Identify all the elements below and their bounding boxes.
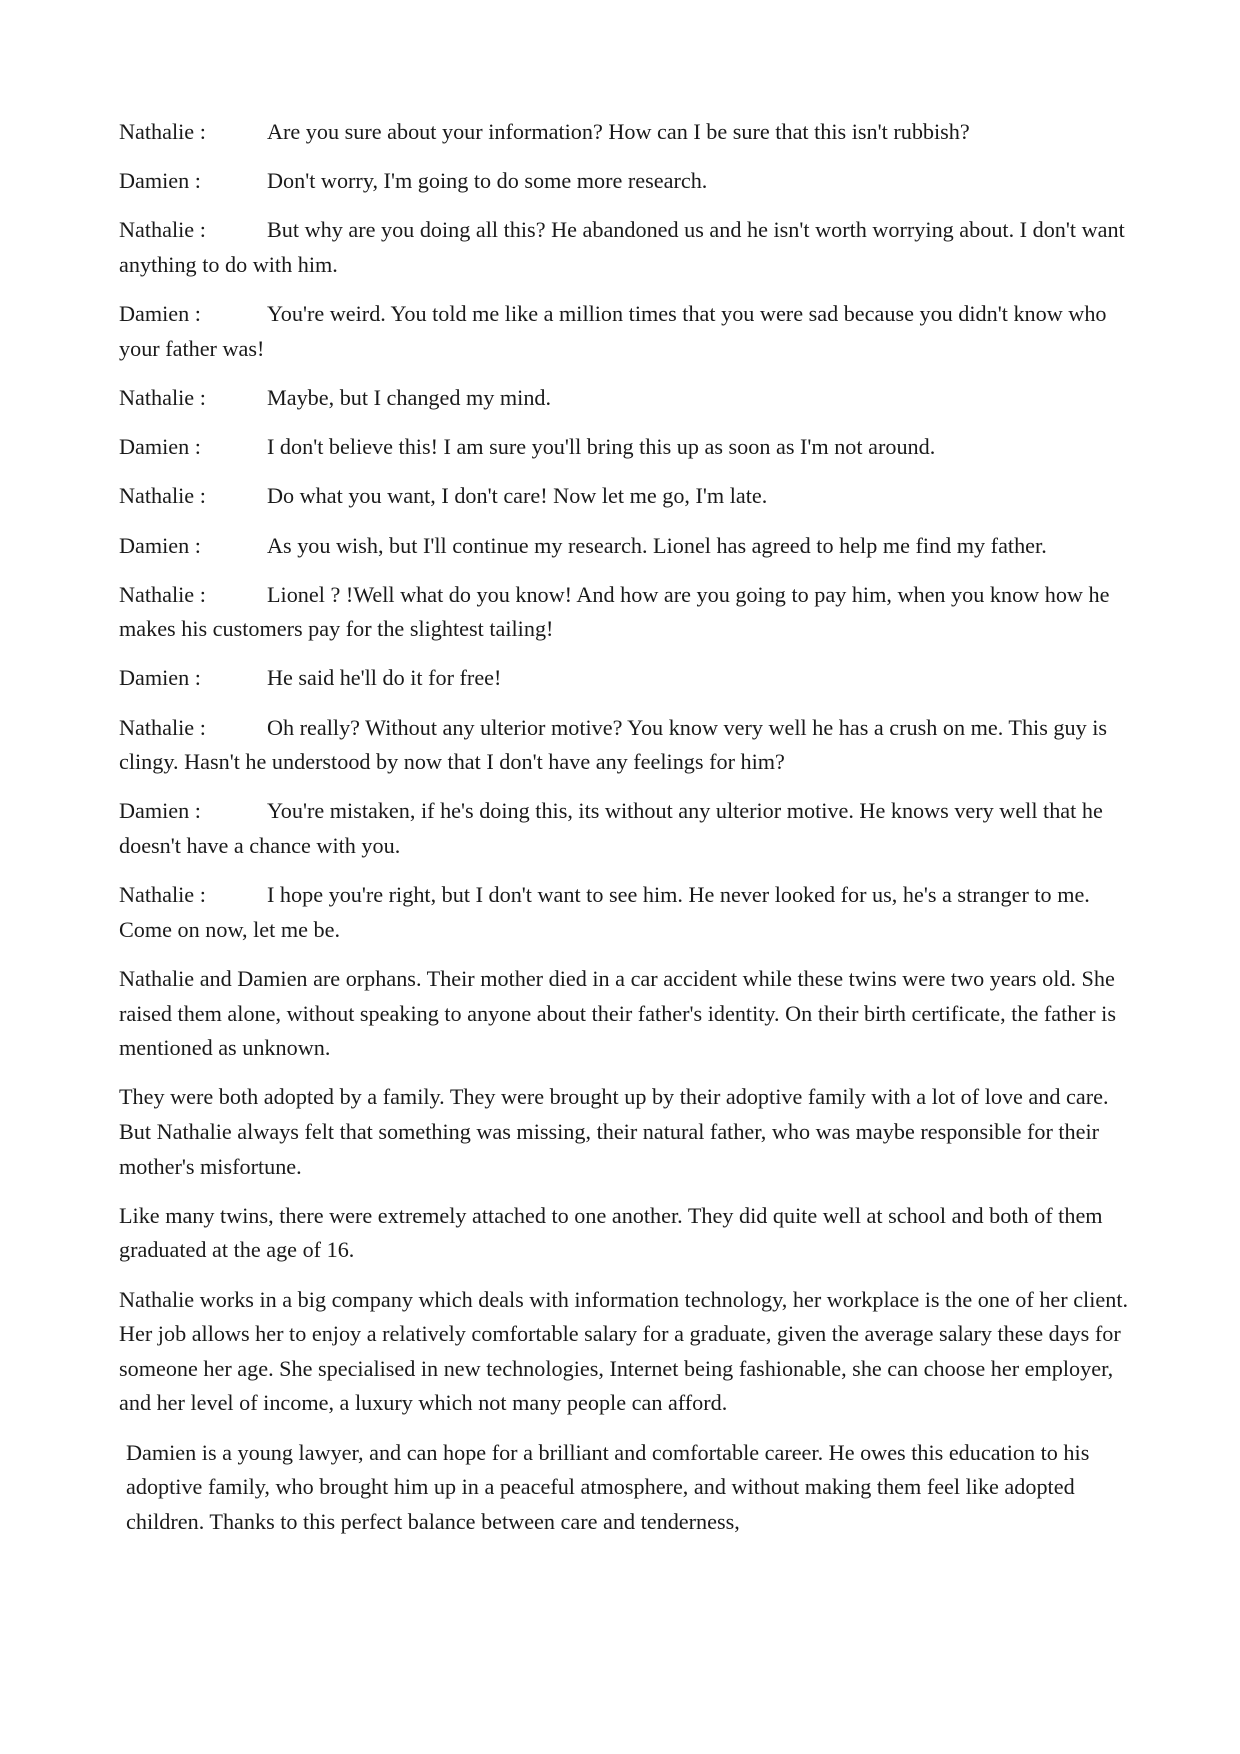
speaker-name: Nathalie :	[119, 119, 206, 144]
dialogue-line	[119, 578, 1131, 647]
dialogue-line	[119, 794, 1131, 863]
dialogue-text: Maybe, but I changed my mind.	[267, 384, 552, 410]
speaker-name: Damien :	[119, 168, 201, 194]
narrative-paragraph: They were both adopted by a family. They were brought up by their adoptive family with a lot of love and care. But Nathalie always felt that something was missing, their natural father, who was maybe responsible for their mother's misfortune.	[119, 1084, 1109, 1179]
speaker-name: Damien :	[119, 798, 201, 824]
dialogue-line	[119, 479, 1131, 514]
dialogue-line	[119, 878, 1131, 947]
dialogue-text: Lionel ? !Well what do you know! And how are you going to pay him, when you know how he makes his customers pay for the slightest tailing!	[119, 581, 1110, 642]
dialogue-line	[119, 297, 1131, 366]
dialogue-text: Do what you want, I don't care! Now let me go, I'm late.	[267, 483, 768, 509]
speaker-name: Damien :	[119, 532, 201, 558]
speaker-name: Nathalie :	[119, 714, 206, 740]
dialogue-text: I don't believe this! I am sure you'll bring this up as soon as I'm not around.	[267, 434, 936, 460]
dialogue-line	[119, 115, 1131, 150]
dialogue-text: I hope you're right, but I don't want to see him. He never looked for us, he's a stranger to me. Come on now, let me be.	[119, 882, 1090, 942]
document-page	[119, 115, 1131, 1554]
dialogue-line	[119, 430, 1131, 465]
narrative-paragraph: Nathalie and Damien are orphans. Their mother died in a car accident while these twins were two years old. She raised them alone, without speaking to anyone about their father's identity. On their birth certificate, the father is mentioned as unknown.	[119, 966, 1116, 1061]
dialogue-text: Don't worry, I'm going to do some more research.	[267, 168, 708, 194]
speaker-name: Nathalie :	[119, 483, 206, 509]
speaker-name: Damien :	[119, 434, 201, 460]
speaker-name: Nathalie :	[119, 581, 206, 607]
dialogue-text: You're mistaken, if he's doing this, its without any ulterior motive. He knows very well that he doesn't have a chance with you.	[119, 798, 1103, 859]
dialogue-text: You're weird. You told me like a million times that you were sad because you didn't know who your father was!	[119, 301, 1107, 361]
dialogue-text: Are you sure about your information? How can I be sure that this isn't rubbish?	[267, 119, 970, 144]
dialogue-line	[119, 164, 1131, 199]
dialogue-line	[119, 381, 1131, 416]
speaker-name: Nathalie :	[119, 384, 206, 410]
speaker-name: Nathalie :	[119, 217, 206, 243]
narrative-paragraph: Damien is a young lawyer, and can hope for a brilliant and comfortable career. He owes this education to his adoptive family, who brought him up in a peaceful atmosphere, and without making them feel like adopted children. Thanks to this perfect balance between care and tenderness,	[126, 1439, 1090, 1534]
dialogue-text: Oh really? Without any ulterior motive? You know very well he has a crush on me. This guy is clingy. Hasn't he understood by now that I don't have any feelings for him?	[119, 714, 1108, 775]
dialogue-line	[119, 711, 1131, 780]
dialogue-line	[119, 661, 1131, 696]
dialogue-line	[119, 529, 1131, 564]
narrative-paragraph: Like many twins, there were extremely attached to one another. They did quite well at school and both of them graduated at the age of 16.	[119, 1202, 1103, 1263]
dialogue-line	[119, 213, 1131, 282]
dialogue-text: As you wish, but I'll continue my research. Lionel has agreed to help me find my father.	[267, 532, 1047, 558]
dialogue-text: He said he'll do it for free!	[267, 665, 502, 691]
dialogue-text: But why are you doing all this? He abandoned us and he isn't worth worrying about. I don't want anything to do with him.	[119, 217, 1125, 277]
speaker-name: Damien :	[119, 301, 201, 327]
speaker-name: Damien :	[119, 665, 201, 691]
narrative-paragraph: Nathalie works in a big company which deals with information technology, her workplace is the one of her client. Her job allows her to enjoy a relatively comfortable salary for a graduate, given the average salary these days for someone her age. She specialised in new technologies, Internet being fashionable, she can choose her employer, and her level of income, a luxury which not many people can afford.	[119, 1286, 1129, 1416]
speaker-name: Nathalie :	[119, 882, 206, 908]
